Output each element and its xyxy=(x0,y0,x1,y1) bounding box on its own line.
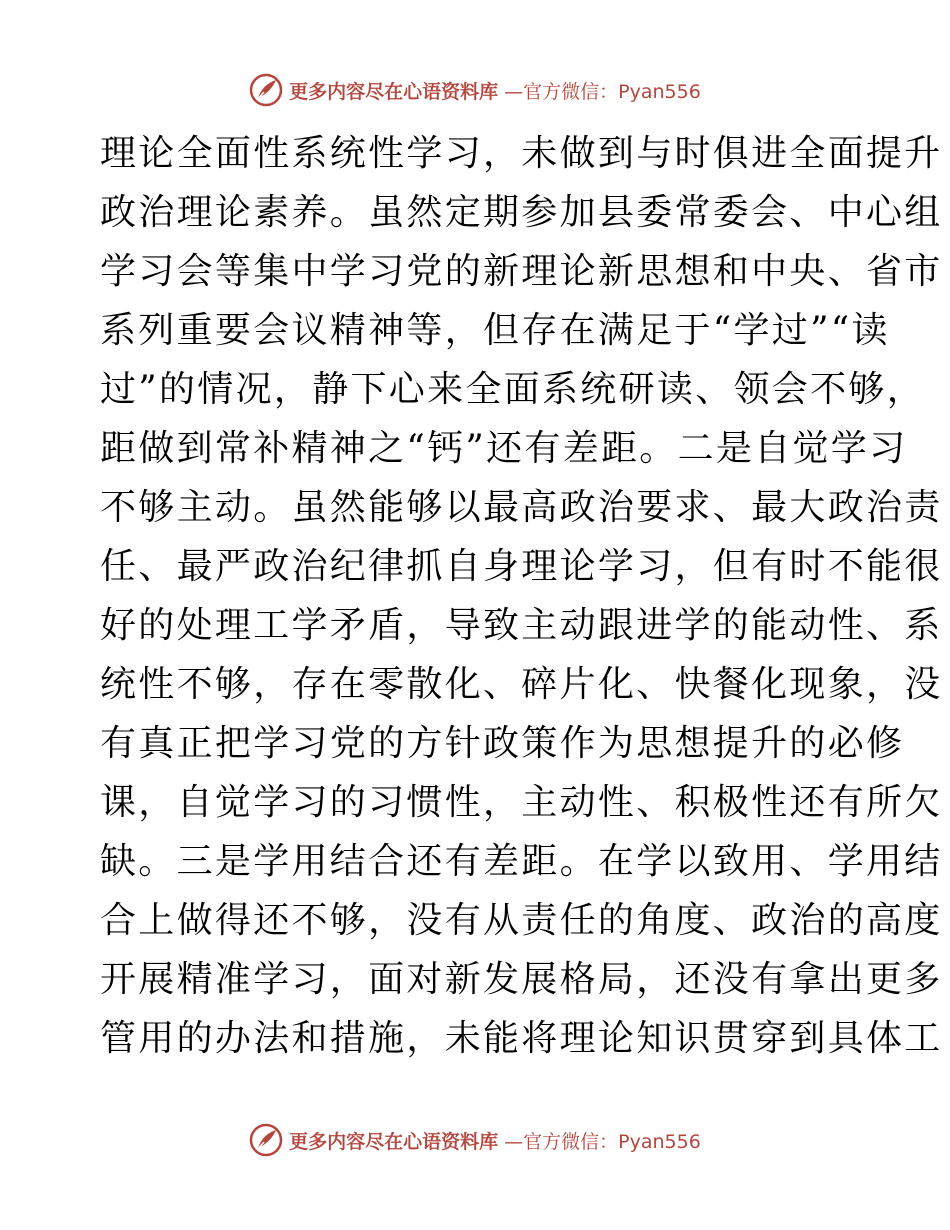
feather-pen-logo-icon xyxy=(249,73,283,107)
header-watermark xyxy=(0,72,950,108)
text-line: 任、最严政治纪律抓自身理论学习，但有时不能很 xyxy=(100,546,943,587)
text-line: 合上做得还不够，没有从责任的角度、政治的高度 xyxy=(100,900,943,941)
text-line: 政治理论素养。虽然定期参加县委常委会、中心组 xyxy=(100,192,943,233)
text-line: 距做到常补精神之“钙”还有差距。二是自觉学习 xyxy=(100,428,908,469)
watermark-main-text: 更多内容尽在心语资料库 xyxy=(289,80,499,103)
text-line: 缺。三是学用结合还有差距。在学以致用、学用结 xyxy=(100,841,943,882)
text-line: 管用的办法和措施，未能将理论知识贯穿到具体工 xyxy=(100,1018,943,1059)
watermark-contact-text: —官方微信：Pyan556 xyxy=(504,80,701,103)
text-line: 学习会等集中学习党的新理论新思想和中央、省市 xyxy=(100,251,943,292)
text-line: 理论全面性系统性学习，未做到与时俱进全面提升 xyxy=(100,133,943,174)
watermark-contact-text: —官方微信：Pyan556 xyxy=(504,1130,701,1153)
text-line: 统性不够，存在零散化、碎片化、快餐化现象，没 xyxy=(100,664,943,705)
text-line: 有真正把学习党的方针政策作为思想提升的必修 xyxy=(100,723,905,764)
text-line: 不够主动。虽然能够以最高政治要求、最大政治责 xyxy=(100,487,943,528)
feather-pen-logo-icon xyxy=(249,1123,283,1157)
text-line: 过”的情况，静下心来全面系统研读、领会不够， xyxy=(100,369,926,410)
text-line: 开展精准学习，面对新发展格局，还没有拿出更多 xyxy=(100,959,943,1000)
text-line: 课，自觉学习的习惯性，主动性、积极性还有所欠 xyxy=(100,782,943,823)
watermark-main-text: 更多内容尽在心语资料库 xyxy=(289,1130,499,1153)
document-body xyxy=(100,124,943,1068)
text-line: 系列重要会议精神等，但存在满足于“学过”“读 xyxy=(100,310,890,351)
text-line: 好的处理工学矛盾，导致主动跟进学的能动性、系 xyxy=(100,605,943,646)
footer-watermark xyxy=(0,1122,950,1158)
